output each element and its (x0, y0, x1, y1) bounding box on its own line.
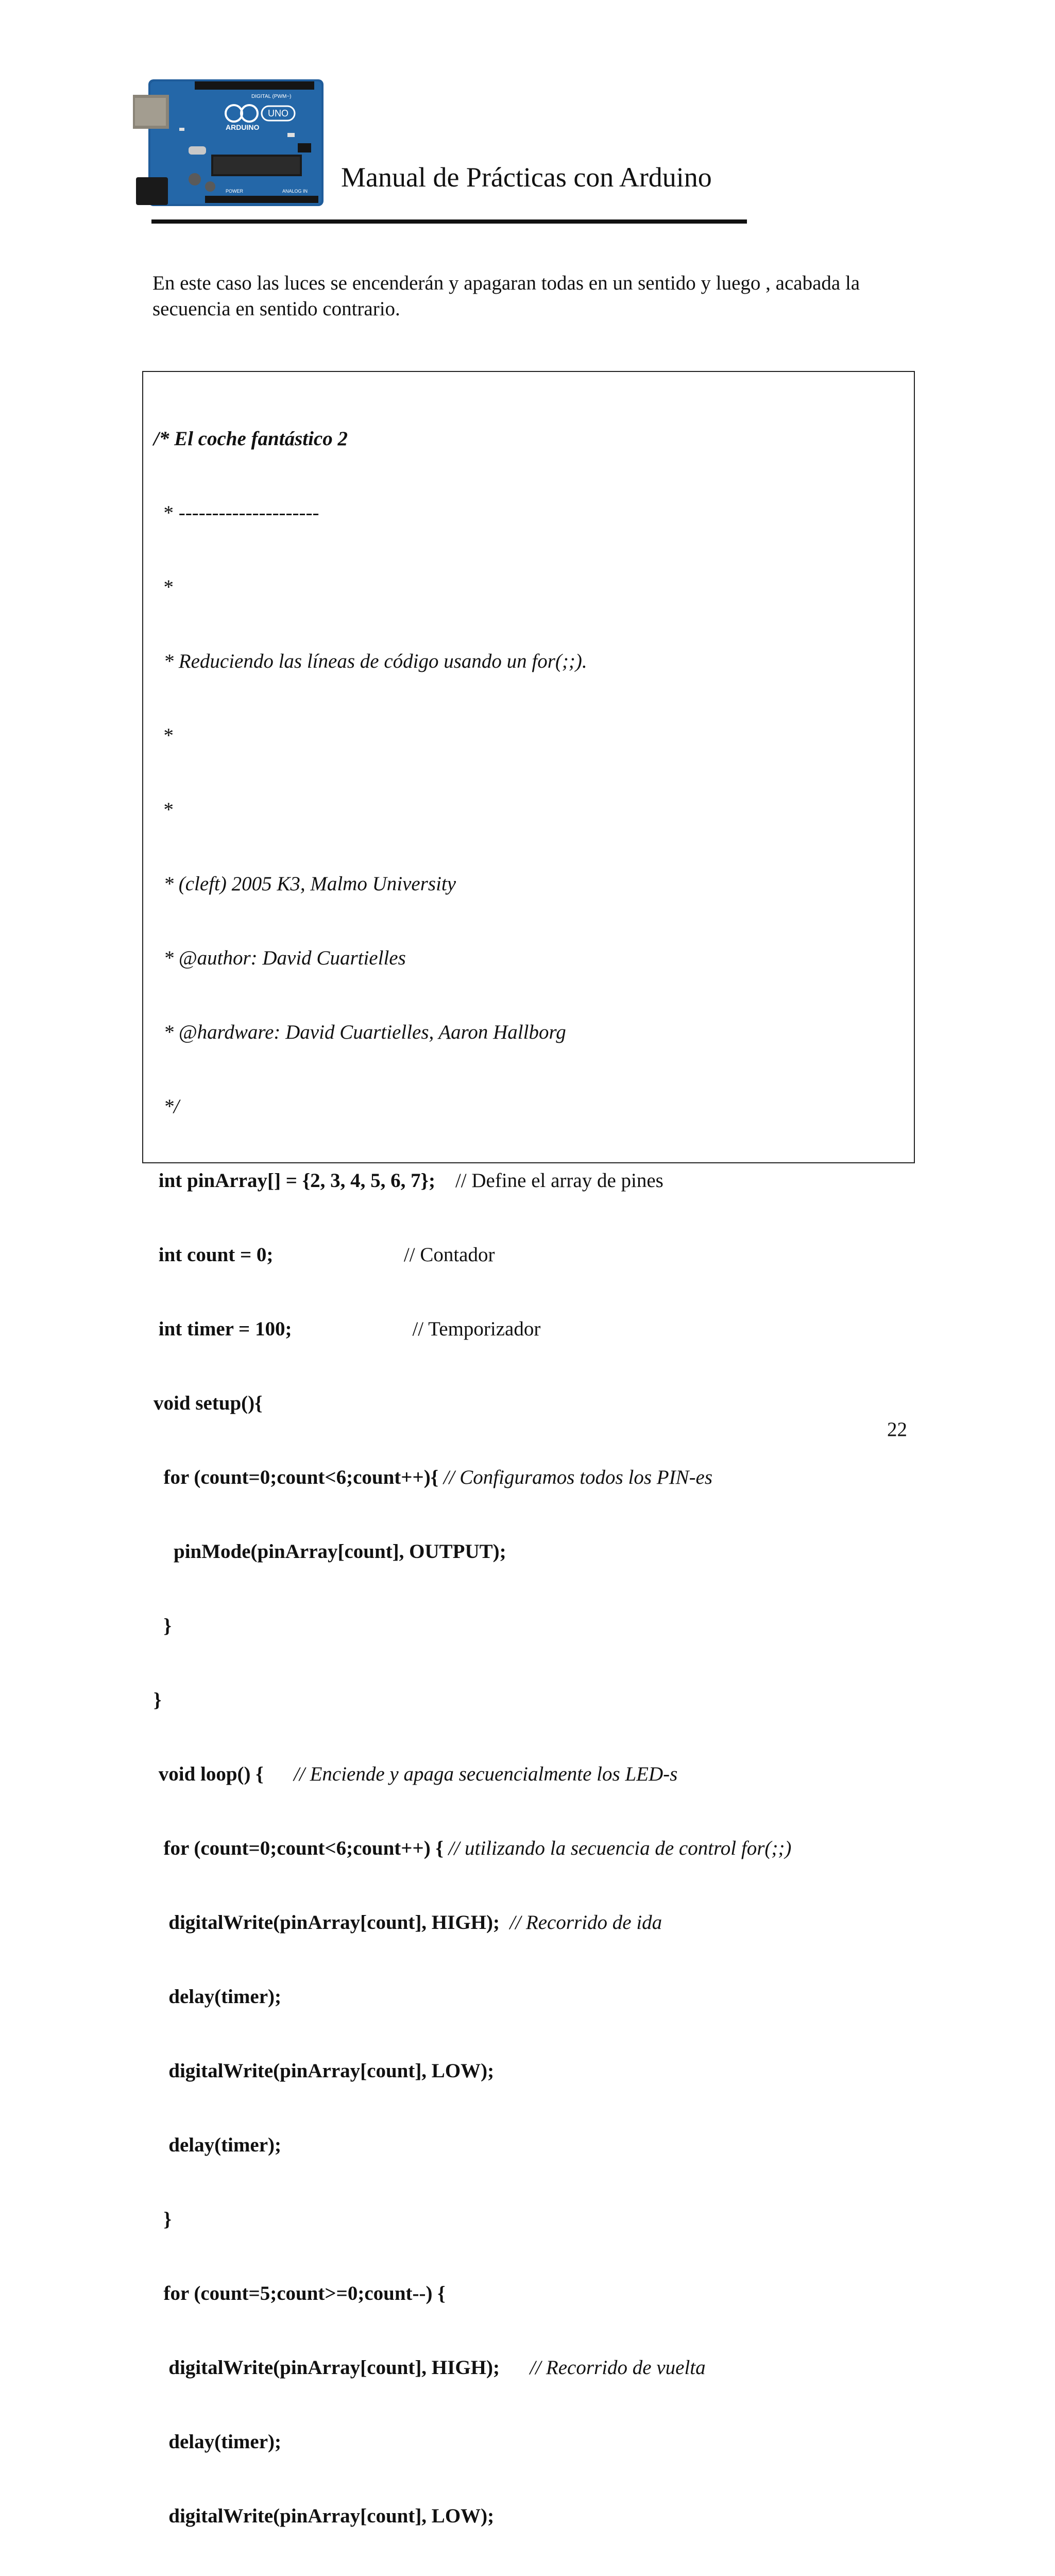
code-line (154, 1762, 791, 1787)
code-statement: int timer = 100; (154, 1318, 292, 1340)
code-line: * (cleft) 2005 K3, Malmo University (154, 873, 456, 895)
code-line: * --------------------- (154, 502, 319, 524)
code-line: /* El coche fantástico 2 (154, 428, 348, 450)
page-header-title: Manual de Prácticas con Arduino (341, 162, 712, 193)
code-statement: void loop() { (154, 1763, 264, 1785)
code-comment: // utilizando la secuencia de control for(;;) (443, 1837, 792, 1859)
code-line (154, 1910, 791, 1935)
intro-line: secuencia en sentido contrario. (152, 298, 400, 320)
code-line: for (count=5;count>=0;count--) { (154, 2282, 446, 2304)
code-line: digitalWrite(pinArray[count], LOW); (154, 2060, 495, 2082)
code-line: delay(timer); (154, 2431, 281, 2453)
code-statement: int count = 0; (154, 1244, 274, 1266)
svg-text:DIGITAL (PWM~): DIGITAL (PWM~) (251, 94, 292, 99)
code-comment: // Recorrido de ida (499, 1911, 662, 1934)
code-comment: // Enciende y apaga secuencialmente los LED-s (263, 1763, 678, 1785)
code-line: * (154, 724, 174, 747)
code-line: digitalWrite(pinArray[count], LOW); (154, 2505, 495, 2527)
page-header (133, 76, 747, 227)
code-line: */ (154, 1095, 179, 1117)
code-line: * @author: David Cuartielles (154, 947, 406, 969)
code-line: * (154, 576, 174, 598)
code-comment: // Recorrido de vuelta (499, 2357, 706, 2379)
code-statement: for (count=0;count<6;count++){ (154, 1466, 439, 1488)
header-divider (151, 219, 747, 224)
code-statement: int pinArray[] = {2, 3, 4, 5, 6, 7}; (154, 1170, 435, 1192)
code-statement: digitalWrite(pinArray[count], HIGH); (154, 1911, 500, 1934)
svg-text:POWER: POWER (226, 189, 244, 194)
code-line: * Reduciendo las líneas de código usando un for(;;). (154, 650, 587, 672)
intro-paragraph (152, 270, 925, 322)
code-line: * @hardware: David Cuartielles, Aaron Hallborg (154, 1021, 566, 1043)
code-line: } (154, 1689, 162, 1711)
code-line: } (154, 2208, 172, 2230)
intro-line: En este caso las luces se encenderán y apagaran todas en un sentido y luego , acabada la (152, 272, 860, 294)
code-line (154, 2355, 791, 2380)
code-line (154, 1243, 791, 1267)
code-listing (154, 377, 791, 2576)
code-line (154, 1465, 791, 1490)
code-comment: // Temporizador (292, 1318, 541, 1340)
code-statement: digitalWrite(pinArray[count], HIGH); (154, 2357, 500, 2379)
code-line: delay(timer); (154, 2134, 281, 2156)
code-line: } (154, 1615, 172, 1637)
code-line (154, 1317, 791, 1342)
code-line (154, 1836, 791, 1861)
code-comment: // Contador (273, 1244, 495, 1266)
code-statement: for (count=0;count<6;count++) { (154, 1837, 444, 1859)
svg-text:ARDUINO: ARDUINO (226, 123, 260, 131)
page-number: 22 (887, 1418, 907, 1440)
code-line: delay(timer); (154, 1986, 281, 2008)
code-line: pinMode(pinArray[count], OUTPUT); (154, 1540, 506, 1563)
code-comment: // Define el array de pines (435, 1170, 663, 1192)
code-comment: // Configuramos todos los PIN-es (438, 1466, 713, 1488)
code-line (154, 1168, 791, 1193)
code-line: void setup(){ (154, 1392, 263, 1414)
code-line: * (154, 799, 174, 821)
arduino-uno-board-image (133, 76, 327, 209)
svg-text:ANALOG IN: ANALOG IN (282, 189, 308, 194)
svg-text:UNO: UNO (268, 108, 288, 118)
